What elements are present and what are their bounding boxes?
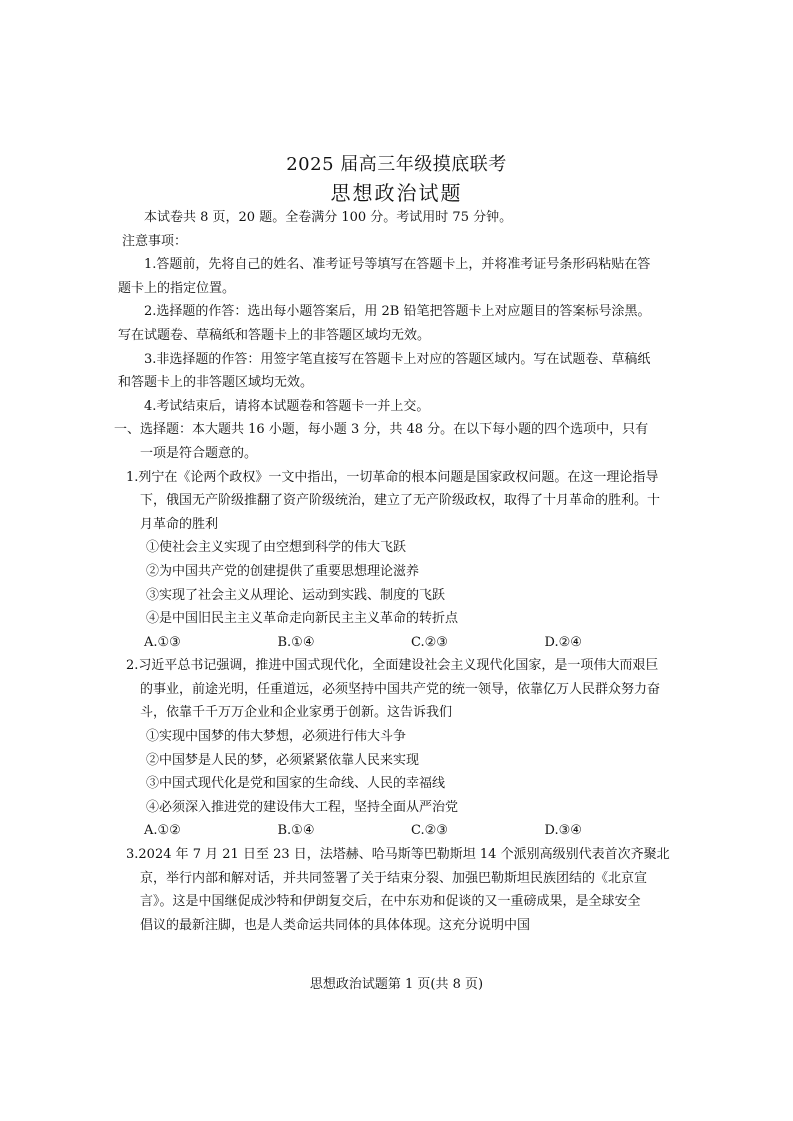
question-2-statement-2: ②中国梦是人民的梦，必须紧紧依靠人民来实现 <box>146 752 420 768</box>
question-3-stem: 3.2024 年 7 月 21 日至 23 日，法塔赫、哈马斯等巴勒斯坦 14 个派别高级别代表首次齐聚北 <box>126 847 670 863</box>
question-1-stem-end: 月革命的胜利 <box>140 516 219 532</box>
question-2-statement-1: ①实现中国梦的伟大梦想，必须进行伟大斗争 <box>146 729 407 745</box>
question-2-choice-d: D.③④ <box>544 823 582 839</box>
note-2-line-2: 写在试题卷、草稿纸和答题卡上的非答题区域均无效。 <box>118 327 431 343</box>
question-1-statement-3: ③实现了社会主义从理论、运动到实践、制度的飞跃 <box>146 587 446 603</box>
page-footer: 思想政治试题第 1 页(共 8 页) <box>309 977 484 992</box>
question-2-stem-cont: 的事业，前途光明，任重道远，必须坚持中国共产党的统一领导，依靠亿万人民群众努力奋 <box>140 681 661 697</box>
note-2-line-1: 2.选择题的作答：选出每小题答案后，用 2B 铅笔把答题卡上对应题目的答案标号涂黑。 <box>144 304 651 320</box>
question-1-stem-cont: 下，俄国无产阶级推翻了资产阶级统治，建立了无产阶级政权，取得了十月革命的胜利。十 <box>140 493 661 509</box>
note-1-line-2: 题卡上的指定位置。 <box>118 280 236 296</box>
exam-subject-title: 思想政治试题 <box>330 181 463 205</box>
question-2-choice-c: C.②③ <box>411 823 448 839</box>
question-3-stem-end: 倡议的最新注脚，也是人类命运共同体的具体体现。这充分说明中国 <box>140 917 531 933</box>
question-2-choice-b: B.①④ <box>277 823 315 839</box>
notes-heading: 注意事项： <box>122 233 188 249</box>
question-1-choices <box>118 631 678 655</box>
exam-title: 2025 届高三年级摸底联考 <box>286 154 507 175</box>
question-2-choice-a: A.①② <box>144 823 181 839</box>
question-2-statement-4: ④必须深入推进党的建设伟大工程，坚持全面从严治党 <box>146 799 459 815</box>
note-1-line-1: 1.答题前，先将自己的姓名、准考证号等填写在答题卡上，并将准考证号条形码粘贴在答 <box>144 257 651 273</box>
question-1-statement-4: ④是中国旧民主主义革命走向新民主主义革命的转折点 <box>146 611 459 627</box>
question-2-stem-end: 斗，依靠千千万万企业和企业家勇于创新。这告诉我们 <box>140 705 453 721</box>
question-1-statement-2: ②为中国共产党的创建提供了重要思想理论滋养 <box>146 563 420 579</box>
note-4: 4.考试结束后，请将本试题卷和答题卡一并上交。 <box>144 398 430 414</box>
intro-text: 本试卷共 8 页，20 题。全卷满分 100 分。考试用时 75 分钟。 <box>144 210 513 225</box>
question-1-choice-c: C.②③ <box>411 634 448 650</box>
section-1-heading: 一、选择题：本大题共 16 小题，每小题 3 分，共 48 分。在以下每小题的四个选项中，只有 <box>114 422 649 438</box>
question-1-statement-1: ①使社会主义实现了由空想到科学的伟大飞跃 <box>146 540 407 556</box>
question-1-choice-b: B.①④ <box>277 634 315 650</box>
question-3-stem-cont-2: 言》。这是中国继促成沙特和伊朗复交后，在中东劝和促谈的又一重磅成果，是全球安全 <box>140 894 641 910</box>
exam-body <box>114 206 678 937</box>
question-1-choice-a: A.①③ <box>144 634 181 650</box>
question-3-stem-cont-1: 京，举行内部和解对话，并共同签署了关于结束分裂、加强巴勒斯坦民族团结的《北京宣 <box>140 870 648 886</box>
question-1-stem: 1.列宁在《论两个政权》一文中指出，一切革命的根本问题是国家政权问题。在这一理论指导 <box>126 469 659 485</box>
question-2-statement-3: ③中国式现代化是党和国家的生命线、人民的幸福线 <box>146 776 446 792</box>
question-1-choice-d: D.②④ <box>544 634 582 650</box>
section-1-heading-cont: 一项是符合题意的。 <box>140 445 258 461</box>
question-2-stem: 2.习近平总书记强调，推进中国式现代化，全面建设社会主义现代化国家，是一项伟大而艰巨 <box>126 658 659 674</box>
note-3-line-2: 和答题卡上的非答题区域均无效。 <box>118 375 314 391</box>
note-3-line-1: 3.非选择题的作答：用签字笔直接写在答题卡上对应的答题区域内。写在试题卷、草稿纸 <box>144 351 651 367</box>
question-2-choices <box>118 819 678 843</box>
